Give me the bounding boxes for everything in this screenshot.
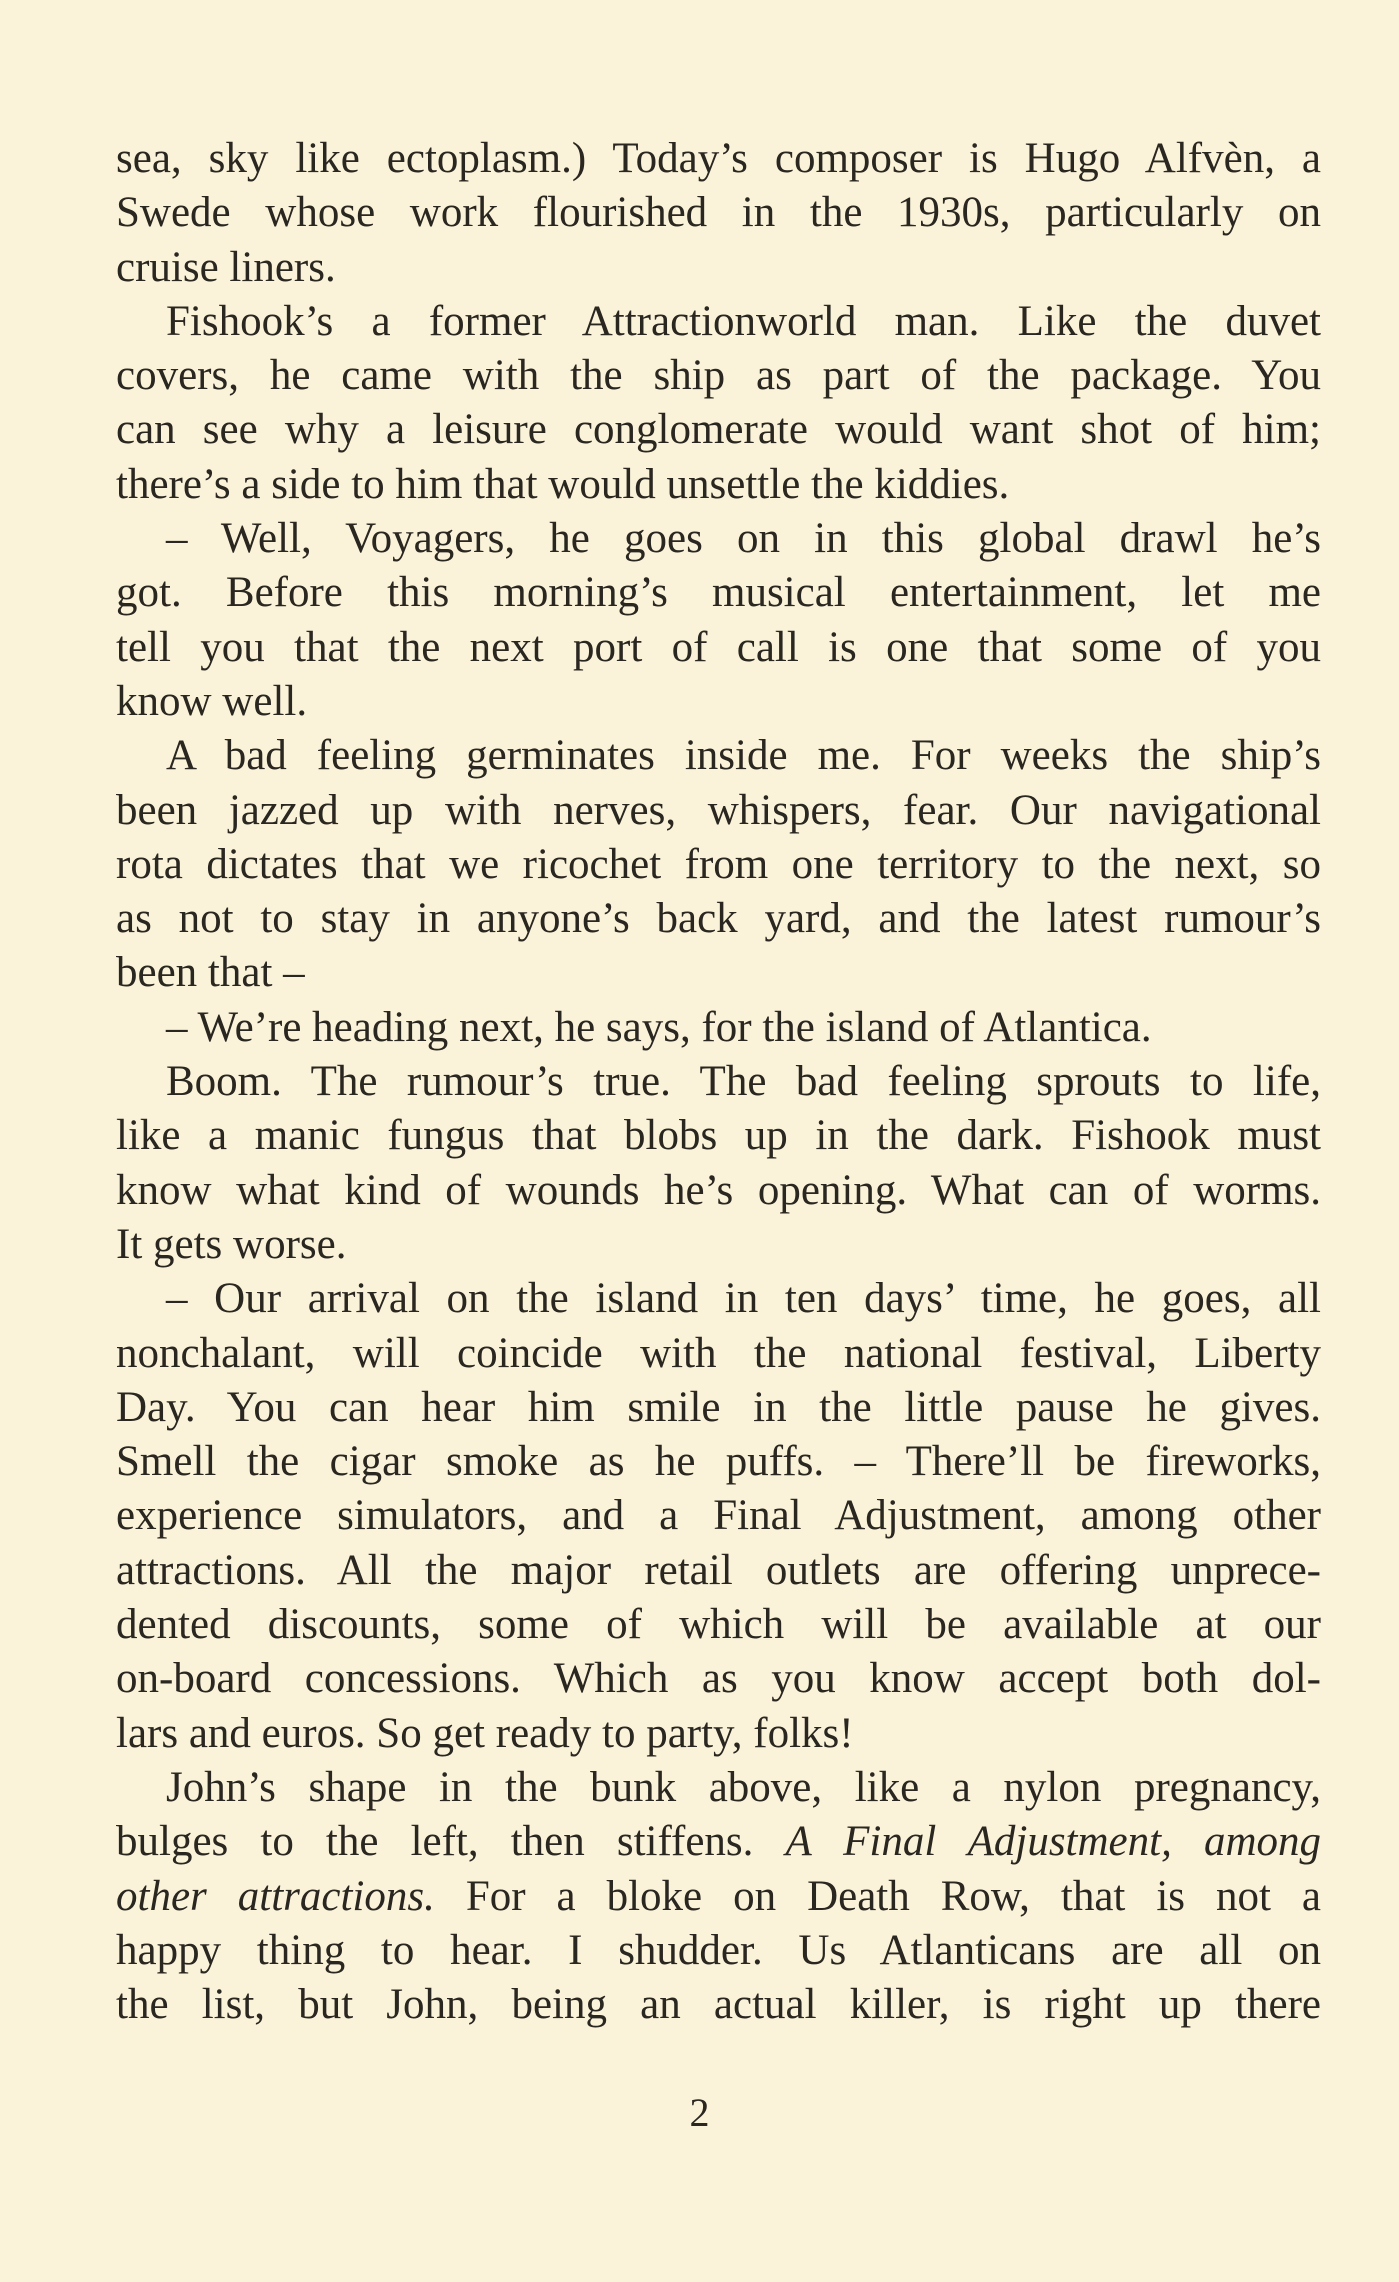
text-line [116, 675, 1321, 729]
italic-text: A Final Adjustment, among [785, 1818, 1322, 1866]
text-segment: got. Before this morning’s musical entertainment, let me [116, 569, 1321, 617]
text-segment: know what kind of wounds he’s opening. What can of worms. [116, 1166, 1321, 1214]
text-segment: covers, he came with the ship as part of the package. You [116, 352, 1321, 400]
text-line [116, 1978, 1321, 2032]
text-line [116, 1272, 1321, 1326]
body-text [116, 132, 1321, 2032]
text-segment: Fishook’s a former Attractionworld man. Like the duvet [166, 297, 1321, 345]
text-line [116, 1598, 1321, 1652]
text-segment: – We’re heading next, he says, for the island of Atlantica. [166, 1003, 1152, 1051]
text-segment: can see why a leisure conglomerate would want shot of him; [116, 406, 1321, 454]
text-line [116, 838, 1321, 892]
text-segment: been that – [116, 949, 305, 997]
text-line [116, 1435, 1321, 1489]
text-segment: John’s shape in the bunk above, like a nylon pregnancy, [166, 1763, 1321, 1811]
text-line [116, 1164, 1321, 1218]
text-line [116, 621, 1321, 675]
text-line [116, 1815, 1321, 1869]
text-segment: as not to stay in anyone’s back yard, and the latest rumour’s [116, 895, 1321, 943]
text-line [116, 132, 1321, 186]
text-segment: A bad feeling germinates inside me. For weeks the ship’s [166, 732, 1321, 780]
text-segment: Boom. The rumour’s true. The bad feeling sprouts to life, [166, 1058, 1321, 1106]
text-line [116, 946, 1321, 1000]
text-line [116, 892, 1321, 946]
text-line [116, 1652, 1321, 1706]
text-segment: like a manic fungus that blobs up in the dark. Fishook must [116, 1112, 1321, 1160]
page-number: 2 [689, 2090, 710, 2135]
text-segment: been jazzed up with nerves, whispers, fear. Our navigational [116, 786, 1321, 834]
text-segment: cruise liners. [116, 243, 336, 291]
text-segment: sea, sky like ectoplasm.) Today’s composer is Hugo Alfvèn, a [116, 135, 1321, 182]
text-line [116, 512, 1321, 566]
text-segment: attractions. All the major retail outlets are offering unprece- [116, 1546, 1321, 1594]
text-segment: lars and euros. So get ready to party, folks! [116, 1709, 854, 1757]
text-line [116, 1870, 1321, 1924]
text-line [116, 1924, 1321, 1978]
italic-text: other attractions. [116, 1872, 435, 1920]
text-segment: – Our arrival on the island in ten days’ time, he goes, all [166, 1275, 1321, 1323]
text-segment: Swede whose work flourished in the 1930s, particularly on [116, 189, 1321, 237]
text-segment: Day. You can hear him smile in the little pause he gives. [116, 1383, 1321, 1431]
text-line [116, 566, 1321, 620]
text-line [116, 1761, 1321, 1815]
text-line [116, 1109, 1321, 1163]
text-line [116, 729, 1321, 783]
text-segment: know well. [116, 677, 308, 725]
text-segment: nonchalant, will coincide with the national festival, Liberty [116, 1329, 1321, 1377]
text-line [116, 1218, 1321, 1272]
text-line [116, 1489, 1321, 1543]
text-line [116, 1001, 1321, 1055]
text-segment: Smell the cigar smoke as he puffs. – There’ll be fireworks, [116, 1438, 1321, 1486]
text-segment: bulges to the left, then stiffens. [116, 1818, 786, 1866]
text-line [116, 403, 1321, 457]
text-segment: the list, but John, being an actual killer, is right up there [116, 1981, 1321, 2029]
text-line [116, 458, 1321, 512]
text-line [116, 1055, 1321, 1109]
text-line [116, 1544, 1321, 1598]
text-line [116, 1327, 1321, 1381]
text-segment: – Well, Voyagers, he goes on in this global drawl he’s [166, 515, 1321, 563]
text-line [116, 1381, 1321, 1435]
text-segment: For a bloke on Death Row, that is not a [434, 1872, 1322, 1920]
text-segment: on-board concessions. Which as you know accept both dol- [116, 1655, 1321, 1703]
text-line [116, 349, 1321, 403]
text-segment: dented discounts, some of which will be available at our [116, 1601, 1321, 1649]
text-segment: there’s a side to him that would unsettle the kiddies. [116, 460, 1010, 508]
text-segment: tell you that the next port of call is one that some of you [116, 623, 1321, 671]
text-line [116, 186, 1321, 240]
text-segment: rota dictates that we ricochet from one territory to the next, so [116, 840, 1321, 888]
text-line [116, 295, 1321, 349]
text-line [116, 241, 1321, 295]
text-segment: happy thing to hear. I shudder. Us Atlanticans are all on [116, 1926, 1321, 1974]
text-line [116, 784, 1321, 838]
text-line [116, 1707, 1321, 1761]
text-segment: It gets worse. [116, 1220, 347, 1268]
text-segment: experience simulators, and a Final Adjustment, among other [116, 1492, 1321, 1540]
